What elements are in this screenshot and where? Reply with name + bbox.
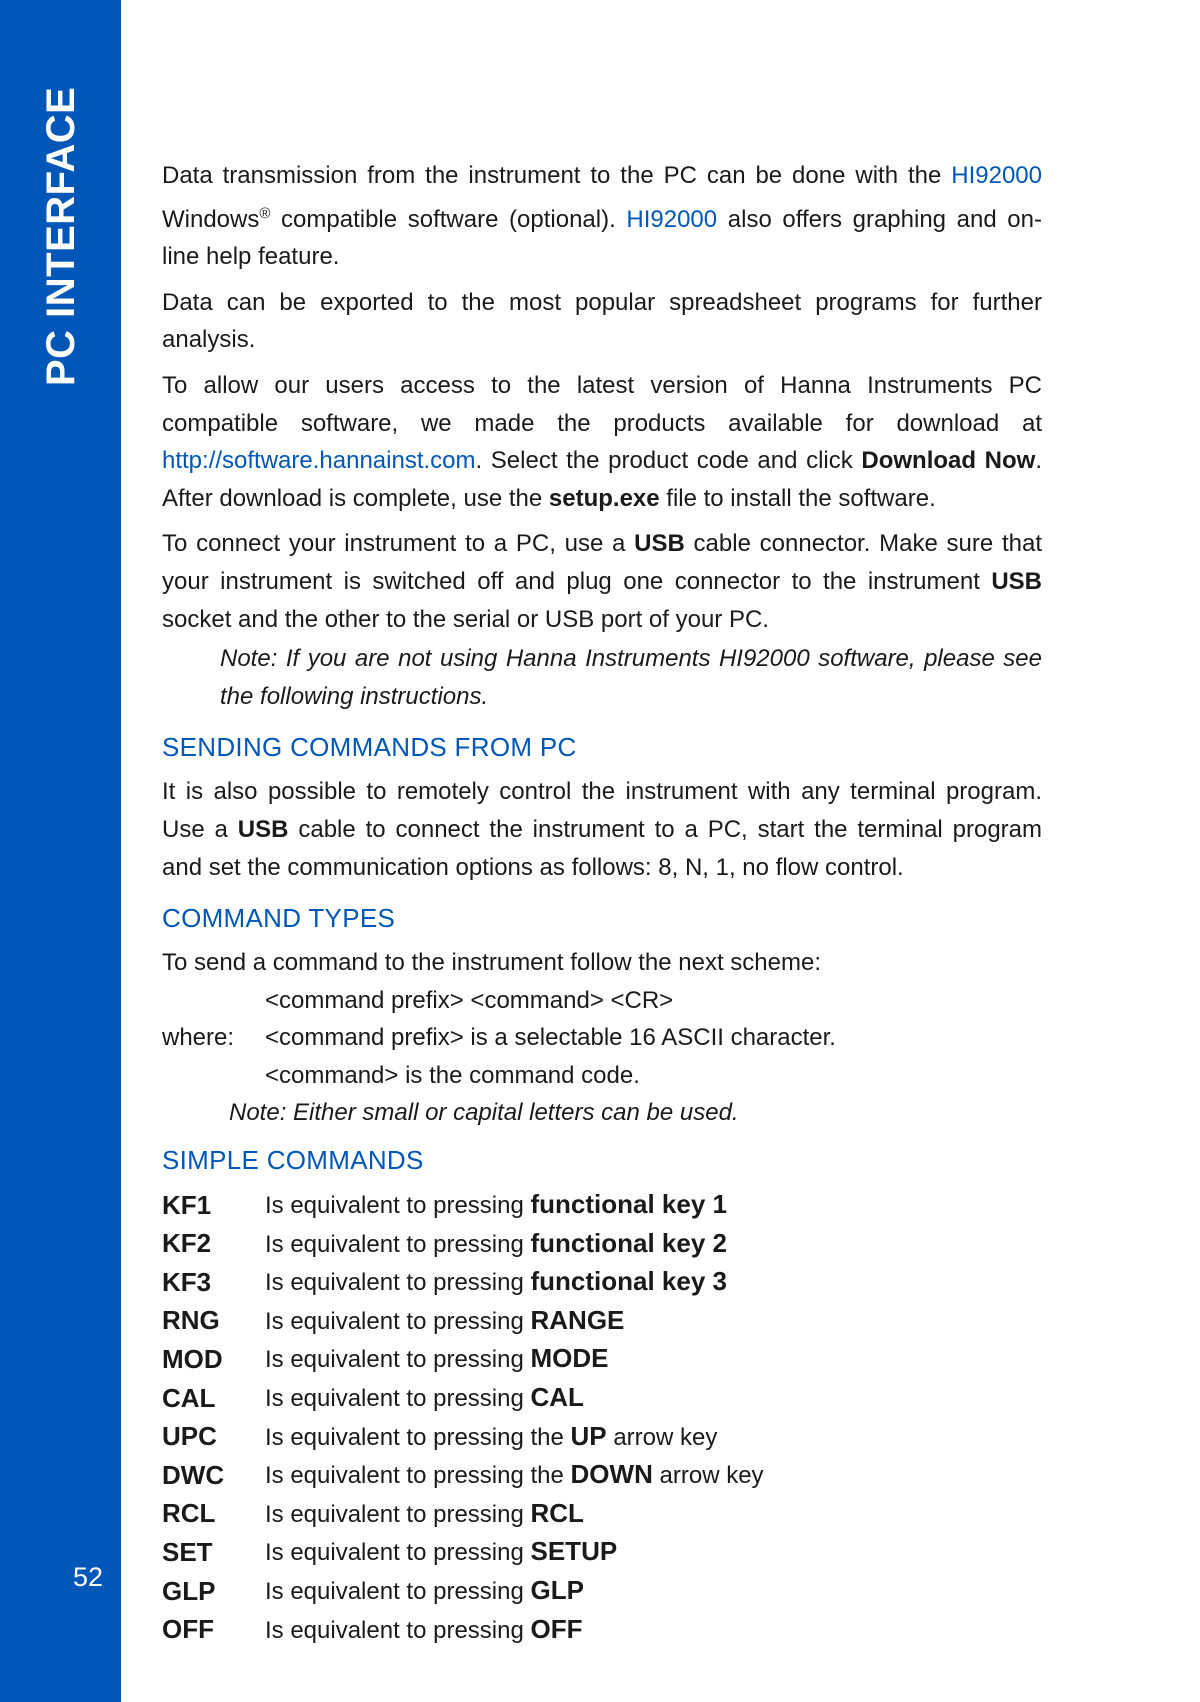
command-description: Is equivalent to pressing the DOWN arrow key [265,1459,764,1490]
command-row [162,1302,764,1341]
command-scheme [162,944,1042,1132]
software-link[interactable]: HI92000 [626,205,718,233]
scheme-format: <command prefix> <command> <CR> [265,986,674,1014]
command-description: Is equivalent to pressing OFF [265,1613,583,1644]
heading-simple-commands: SIMPLE COMMANDS [162,1145,424,1176]
command-code: RNG [162,1305,220,1336]
command-description: Is equivalent to pressing the UP arrow key [265,1420,718,1451]
types-note: Note: Either small or capital letters can be used. [229,1099,739,1127]
command-row [162,1533,764,1572]
command-description: Is equivalent to pressing functional key 2 [265,1227,727,1258]
command-code: KF2 [162,1228,212,1259]
command-row [162,1572,764,1611]
where-command-desc: <command> is the command code. [265,1061,640,1089]
command-code: KF3 [162,1266,212,1297]
scheme-intro: To send a command to the instrument follow the next scheme: [162,949,822,977]
heading-sending-commands: SENDING COMMANDS FROM PC [162,732,577,763]
command-description: Is equivalent to pressing GLP [265,1575,584,1605]
heading-command-types: COMMAND TYPES [162,903,396,934]
command-description: Is equivalent to pressing functional key 3 [265,1266,727,1297]
intro-paragraph-1: Data transmission from the instrument to the PC can be done with the HI92000 Windows® compatible software (optional). HI92000 also offers graphing and on-line help feature. [162,162,1042,271]
software-link[interactable]: HI92000 [951,162,1042,189]
intro-paragraph-2: Data can be exported to the most popular spreadsheet programs for further analysis. [162,288,1042,354]
command-description: Is equivalent to pressing RCL [265,1497,584,1528]
command-row [162,1418,764,1457]
intro-note: Note: If you are not using Hanna Instruments HI92000 software, please see the following instructions. [220,645,1042,710]
command-row [162,1495,764,1534]
command-code: MOD [162,1343,223,1374]
command-description: Is equivalent to pressing CAL [265,1382,584,1413]
command-row [162,1225,764,1264]
section-title: PC INTERFACE [39,86,83,386]
command-description: Is equivalent to pressing RANGE [265,1304,625,1335]
command-row [162,1186,764,1225]
command-code: UPC [162,1421,217,1452]
intro-paragraph-4: To connect your instrument to a PC, use a USB cable connector. Make sure that your instrument is switched off and plug one connector to the instrument USB socket and the other to the serial or USB port of your PC. [162,530,1042,633]
command-description: Is equivalent to pressing functional key 1 [265,1189,727,1220]
where-label: where: [162,1024,235,1052]
command-row [162,1456,764,1495]
command-code: KF1 [162,1189,212,1220]
sending-paragraph: It is also possible to remotely control the instrument with any terminal program. Use a USB cable to connect the instrument to a PC, start the terminal program and set the communication options as follows: 8, N, 1, no flow control. [162,778,1042,881]
page-number: 52 [73,1562,104,1592]
command-code: OFF [162,1614,214,1645]
command-row [162,1611,764,1650]
command-code: DWC [162,1459,225,1490]
simple-commands-table [162,1186,764,1649]
where-prefix-desc: <command prefix> is a selectable 16 ASCII character. [265,1024,836,1052]
command-row [162,1340,764,1379]
page-content [162,157,1042,1649]
command-description: Is equivalent to pressing MODE [265,1343,609,1374]
command-code: RCL [162,1498,216,1529]
command-description: Is equivalent to pressing SETUP [265,1536,618,1567]
download-url-link[interactable]: http://software.hannainst.com [162,447,476,475]
command-row [162,1263,764,1302]
sidebar [0,0,121,1702]
command-row [162,1379,764,1418]
command-code: CAL [162,1382,216,1413]
command-code: GLP [162,1575,216,1606]
intro-paragraph-3: To allow our users access to the latest version of Hanna Instruments PC compatible software, we made the products available for download at http://software.hannainst.com. Select the product code and click Download Now. After download is complete, use the setup.exe file to install the software. [162,371,1042,512]
command-code: SET [162,1536,213,1567]
